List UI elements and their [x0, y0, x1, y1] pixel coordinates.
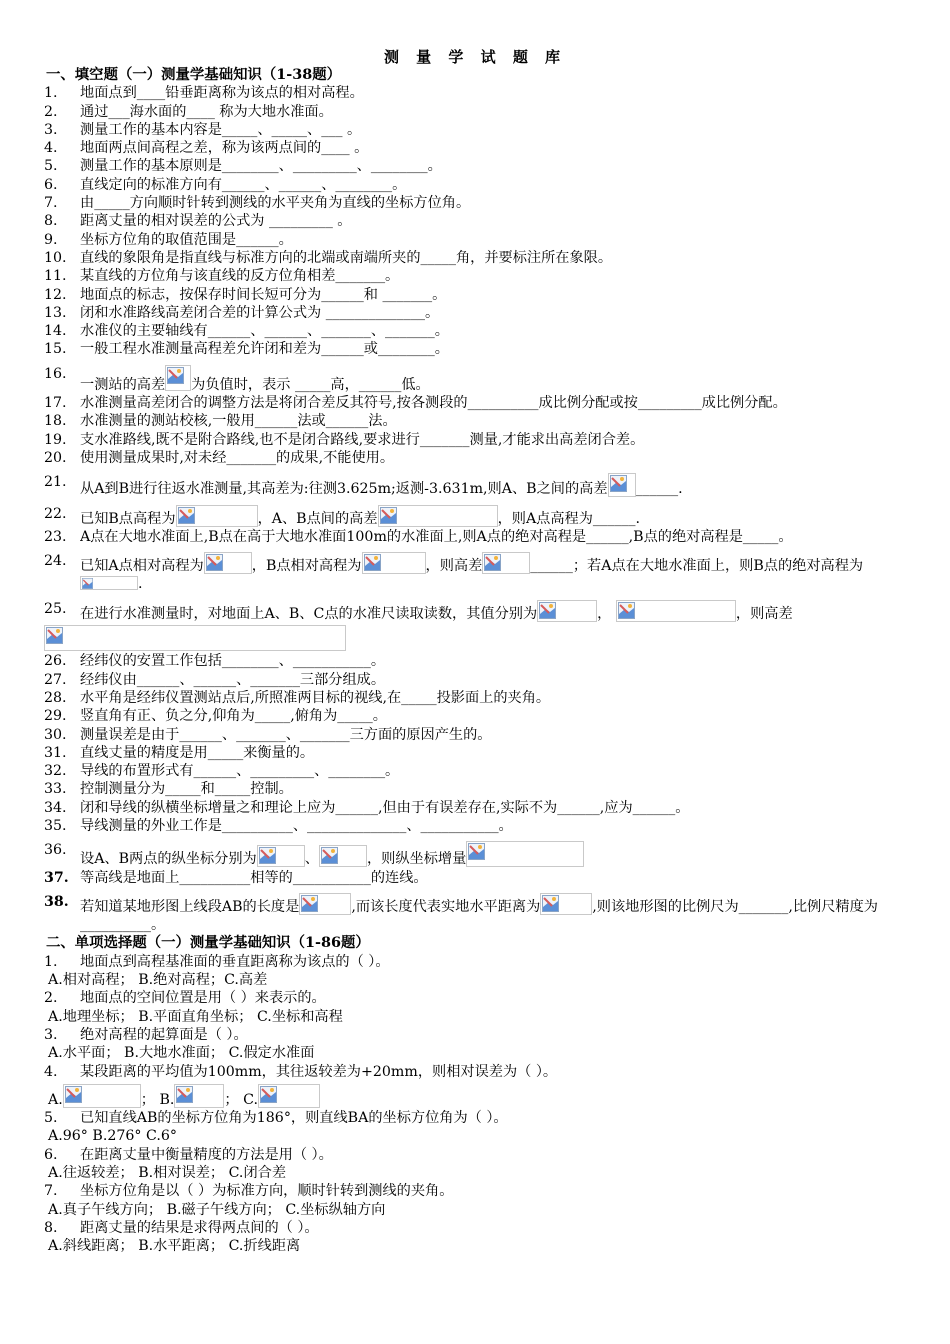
question-30: 30. 测量误差是由于______、_______、_______三方面的原因产生的。	[44, 726, 492, 743]
formula-image-icon	[608, 473, 636, 497]
choice-options-3: A.水平面； B.大地水准面； C.假定水准面	[48, 1045, 315, 1062]
question-19: 19. 支水准路线,既不是附合路线,也不是闭合路线,要求进行_______测量,才能求出高差闭合差。	[44, 431, 645, 448]
question-9: 9. 坐标方位角的取值范围是______。	[44, 231, 293, 248]
choice-question-3: 3. 绝对高程的起算面是（ ）。	[44, 1026, 248, 1043]
formula-image-icon	[616, 600, 736, 622]
formula-image-icon	[540, 893, 592, 915]
question-4: 4. 地面两点间高程之差，称为该两点间的____ 。	[44, 140, 369, 157]
choice-question-8: 8. 距离丈量的结果是求得两点间的（ ）。	[44, 1219, 319, 1236]
choice-options-2: A.地理坐标； B.平面直角坐标； C.坐标和高程	[48, 1008, 343, 1025]
question-14: 14. 水准仪的主要轴线有______、______、_______、_______。	[44, 323, 449, 340]
question-29: 29. 竖直角有正、负之分,仰角为_____,俯角为_____。	[44, 708, 387, 725]
formula-image-icon	[362, 552, 426, 574]
formula-image-icon	[176, 505, 258, 527]
question-35: 35. 导线测量的外业工作是__________、______________、___________。	[44, 817, 513, 834]
choice-options-1: A.相对高程； B.绝对高程；C.高差	[48, 972, 268, 989]
question-31: 31. 直线丈量的精度是用_____来衡量的。	[44, 744, 315, 761]
choice-question-4: 4. 某段距离的平均值为100mm，其往返较差为+20mm，则相对误差为（ ）。	[44, 1063, 558, 1080]
page-title: 测 量 学 试 题 库	[383, 48, 567, 66]
choice-question-1: 1. 地面点到高程基准面的垂直距离称为该点的（ ）。	[44, 953, 390, 970]
question-13: 13. 闭和水准路线高差闭合差的计算公式为 ______________。	[44, 304, 440, 321]
section-fill-title: 一、填空题（一）测量学基础知识（1-38题）	[46, 66, 342, 83]
formula-image-icon	[299, 893, 351, 915]
question-5: 5. 测量工作的基本原则是________、_________、________。	[44, 158, 442, 175]
question-23: 23. A点在大地水准面上,B点在高于大地水准面100m的水准面上,则A点的绝对高程是______,B点的绝对高程是_____。	[44, 528, 793, 545]
choice-question-7: 7. 坐标方位角是以（ ）为标准方向，顺时针转到测线的夹角。	[44, 1183, 454, 1200]
choice-options-7: A.真子午线方向； B.磁子午线方向； C.坐标纵轴方向	[48, 1201, 386, 1218]
question-25-formula-line	[44, 625, 910, 652]
choice-question-2: 2. 地面点的空间位置是用（ ）来表示的。	[44, 990, 326, 1007]
question-2: 2. 通过___海水面的____ 称为大地水准面。	[44, 103, 333, 120]
question-33: 33. 控制测量分为_____和_____控制。	[44, 781, 293, 798]
question-20: 20. 使用测量成果时,对未经_______的成果,不能使用。	[44, 449, 395, 466]
question-27: 27. 经纬仪由______、______、_______三部分组成。	[44, 671, 386, 688]
question-11: 11. 某直线的方位角与该直线的反方位角相差_______。	[44, 268, 400, 285]
formula-image-icon	[174, 1084, 224, 1108]
question-38: 38. 若知道某地形图上线段AB的长度是 ,而该长度代表实地水平距离为 ,则该地形图的比例尺为_______,比例尺精度为__________。	[44, 893, 878, 934]
formula-image-icon	[204, 552, 252, 574]
formula-image-icon	[319, 845, 367, 867]
choice-options-5: A.96° B.276° C.6°	[48, 1128, 178, 1145]
question-6: 6. 直线定向的标准方向有______、______、________。	[44, 176, 407, 193]
choice-options-6: A.往返较差； B.相对误差； C.闭合差	[48, 1165, 287, 1182]
question-34: 34. 闭和导线的纵横坐标增量之和理论上应为______,但由于有误差存在,实际不为______,应为______。	[44, 799, 690, 816]
question-10: 10. 直线的象限角是指直线与标准方向的北端或南端所夹的_____角，并要标注所在象限。	[44, 249, 613, 266]
choice-question-5: 5. 已知直线AB的坐标方位角为186°，则直线BA的坐标方位角为（ ）。	[44, 1110, 508, 1127]
question-8: 8. 距离丈量的相对误差的公式为 _________ 。	[44, 213, 352, 230]
question-26: 26. 经纬仪的安置工作包括________、___________。	[44, 653, 386, 670]
question-37: 37. 等高线是地面上__________相等的___________的连线。	[44, 869, 428, 886]
question-21: 21. 从A到B进行往返水准测量,其高差为:往测3.625m;返测-3.631m,则A、B之间的高差 ______.	[44, 474, 683, 498]
formula-image-icon	[80, 576, 138, 590]
question-32: 32. 导线的布置形式有______、_________、________。	[44, 763, 400, 780]
question-24: 24. 已知A点相对高程为 ，B点相对高程为 ，则高差 ______；若A点在大地水准面上，则B点的绝对高程为 .	[44, 553, 864, 593]
formula-image-icon	[537, 600, 597, 622]
question-12: 12. 地面点的标志，按保存时间长短可分为______和 _______。	[44, 286, 447, 303]
formula-image-icon	[44, 625, 346, 651]
question-28: 28. 水平角是经纬仪置测站点后,所照准两目标的视线,在_____投影面上的夹角。	[44, 689, 551, 706]
formula-image-icon	[165, 365, 191, 391]
formula-image-icon	[466, 841, 584, 867]
question-22: 22. 已知B点高程为 ，A、B点间的高差 ，则A点高程为______.	[44, 505, 641, 527]
formula-image-icon	[482, 552, 530, 574]
choice-options-4: A. ； B. ； C.	[48, 1084, 910, 1109]
formula-image-icon	[257, 845, 305, 867]
question-15: 15. 一般工程水准测量高程差允许闭和差为______或________。	[44, 341, 449, 358]
formula-image-icon	[378, 505, 498, 527]
question-25: 25. 在进行水准测量时，对地面上A、B、C点的水准尺读取读数，其值分别为 ， ，则高差	[44, 600, 793, 622]
section-choice-title: 二、单项选择题（一）测量学基础知识（1-86题）	[46, 934, 370, 952]
question-7: 7. 由_____方向顺时针转到测线的水平夹角为直线的坐标方位角。	[44, 195, 471, 212]
formula-image-icon	[258, 1084, 320, 1108]
question-3: 3. 测量工作的基本内容是_____、_____、___ 。	[44, 121, 362, 138]
question-1: 1. 地面点到____铅垂距离称为该点的相对高程。	[44, 85, 364, 102]
formula-image-icon	[63, 1084, 141, 1108]
question-16: 16. 一测站的高差 为负值时，表示 _____高，______低。	[44, 365, 430, 393]
content	[44, 66, 910, 1256]
choice-question-6: 6. 在距离丈量中衡量精度的方法是用（ ）。	[44, 1146, 333, 1163]
question-36: 36. 设A、B两点的纵坐标分别为 、 ，则纵坐标增量	[44, 841, 910, 868]
choice-options-8: A.斜线距离； B.水平距离； C.折线距离	[48, 1238, 301, 1255]
question-17: 17. 水准测量高差闭合的调整方法是将闭合差反其符号,按各测段的__________成比例分配或按_________成比例分配。	[44, 395, 787, 412]
question-18: 18. 水准测量的测站校核,一般用______法或______法。	[44, 413, 397, 430]
